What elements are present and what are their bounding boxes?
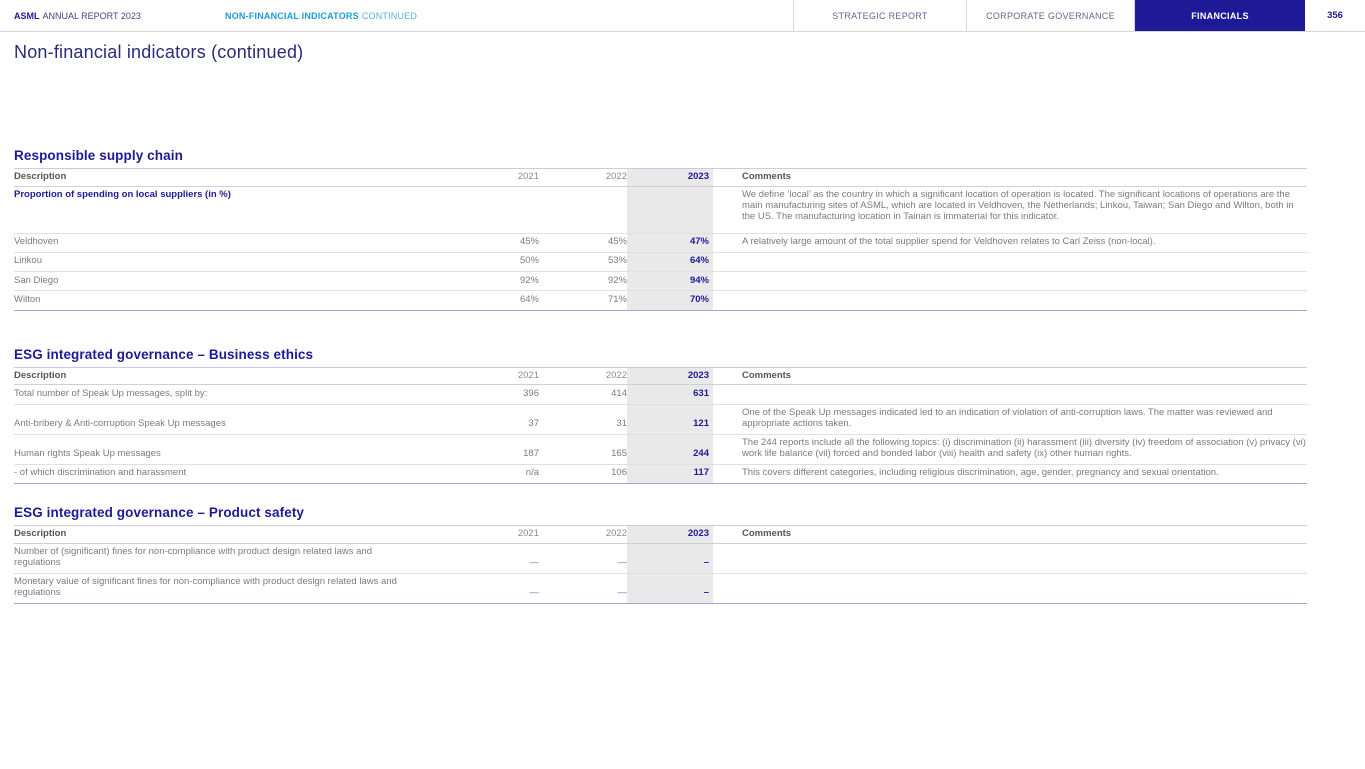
cell-2022: 71% bbox=[539, 291, 627, 310]
cell-2022: — bbox=[539, 573, 627, 603]
indicator-table bbox=[14, 168, 1307, 311]
cell-2023: 117 bbox=[627, 464, 713, 483]
cell-description: Anti-bribery & Anti-corruption Speak Up messages bbox=[14, 404, 446, 434]
cell-comment: A relatively large amount of the total supplier spend for Veldhoven relates to Carl Zeiss (non-local). bbox=[713, 233, 1307, 252]
col-header-comments: Comments bbox=[713, 367, 1307, 385]
cell-2021: 187 bbox=[446, 434, 539, 464]
table-section bbox=[14, 505, 1307, 604]
col-header-description: Description bbox=[14, 169, 446, 187]
table-row bbox=[14, 573, 1307, 603]
cell-comment: One of the Speak Up messages indicated led to an indication of violation of anti-corruption laws. The matter was reviewed and appropriate actions taken. bbox=[713, 404, 1307, 434]
cell-description: Veldhoven bbox=[14, 233, 446, 252]
cell-comment bbox=[713, 573, 1307, 603]
col-header-2021: 2021 bbox=[446, 525, 539, 543]
indicator-table bbox=[14, 367, 1307, 484]
col-header-2023: 2023 bbox=[627, 169, 713, 187]
tab-strategic-report[interactable]: STRATEGIC REPORT bbox=[793, 0, 966, 31]
table-head bbox=[14, 367, 1307, 385]
cell-2022: 45% bbox=[539, 233, 627, 252]
cell-2023: 631 bbox=[627, 385, 713, 404]
table-section bbox=[14, 148, 1307, 311]
table-body bbox=[14, 186, 1307, 310]
cell-2021: — bbox=[446, 543, 539, 573]
cell-2023: 94% bbox=[627, 272, 713, 291]
table-row bbox=[14, 186, 1307, 233]
col-header-comments: Comments bbox=[713, 525, 1307, 543]
page-title: Non-financial indicators (continued) bbox=[14, 42, 304, 62]
table-row bbox=[14, 434, 1307, 464]
cell-2023: 47% bbox=[627, 233, 713, 252]
cell-description: Human rights Speak Up messages bbox=[14, 434, 446, 464]
brand-logo-text: ASML bbox=[14, 10, 40, 21]
cell-2021: 50% bbox=[446, 252, 539, 271]
section-title: Responsible supply chain bbox=[14, 148, 183, 163]
table-row bbox=[14, 543, 1307, 573]
cell-comment bbox=[713, 272, 1307, 291]
cell-2021: 64% bbox=[446, 291, 539, 310]
cell-2022: — bbox=[539, 543, 627, 573]
cell-2021: — bbox=[446, 573, 539, 603]
col-header-2021: 2021 bbox=[446, 169, 539, 187]
cell-2021: 45% bbox=[446, 233, 539, 252]
section-title: ESG integrated governance – Product safety bbox=[14, 504, 305, 520]
cell-comment bbox=[713, 252, 1307, 271]
header-row bbox=[14, 367, 1307, 385]
col-header-comments: Comments bbox=[713, 169, 1307, 187]
chapter-continued: CONTINUED bbox=[361, 10, 418, 21]
cell-comment bbox=[713, 385, 1307, 404]
col-header-2022: 2022 bbox=[539, 169, 627, 187]
table-head bbox=[14, 169, 1307, 187]
col-header-description: Description bbox=[14, 525, 446, 543]
chapter-name: NON-FINANCIAL INDICATORS bbox=[225, 10, 359, 21]
cell-2022: 106 bbox=[539, 464, 627, 483]
cell-2023: 64% bbox=[627, 252, 713, 271]
cell-2022: 31 bbox=[539, 404, 627, 434]
cell-2023: – bbox=[627, 573, 713, 603]
cell-2021: 396 bbox=[446, 385, 539, 404]
cell-2022: 53% bbox=[539, 252, 627, 271]
page-number: 356 bbox=[1327, 10, 1343, 21]
indicator-table bbox=[14, 525, 1307, 604]
cell-description: Monetary value of significant fines for non-compliance with product design related laws and regulations bbox=[14, 573, 446, 603]
col-header-2021: 2021 bbox=[446, 367, 539, 385]
table-row bbox=[14, 464, 1307, 483]
col-header-2023: 2023 bbox=[627, 525, 713, 543]
tab-financials[interactable]: FINANCIALS bbox=[1135, 0, 1305, 31]
brand-subtitle: ANNUAL REPORT 2023 bbox=[42, 10, 141, 21]
table-head bbox=[14, 525, 1307, 543]
cell-2022: 165 bbox=[539, 434, 627, 464]
cell-description: Wilton bbox=[14, 291, 446, 310]
cell-2023: 70% bbox=[627, 291, 713, 310]
table-row bbox=[14, 291, 1307, 310]
cell-2023: – bbox=[627, 543, 713, 573]
cell-2022: 414 bbox=[539, 385, 627, 404]
cell-description: Total number of Speak Up messages, split by: bbox=[14, 385, 446, 404]
table-body bbox=[14, 385, 1307, 483]
cell-comment: We define ‘local’ as the country in which a significant location of operation is located. The significant locations of operations are the main manufacturing sites of ASML, which are located in Veldhoven, the Netherlands; Linkou, Taiwan; San Diego and Wilton, both in the US. The manufacturing location in Tainan is immaterial for this indicator. bbox=[713, 186, 1307, 233]
cell-2021: 92% bbox=[446, 272, 539, 291]
page-content bbox=[14, 42, 1307, 604]
top-bar bbox=[0, 0, 1365, 32]
cell-description: Proportion of spending on local suppliers (in %) bbox=[14, 186, 446, 233]
tables bbox=[14, 148, 1307, 604]
header-row bbox=[14, 525, 1307, 543]
topbar-spacer bbox=[417, 0, 793, 31]
cell-2023 bbox=[627, 186, 713, 233]
cell-comment bbox=[713, 543, 1307, 573]
cell-2022 bbox=[539, 186, 627, 233]
cell-comment: This covers different categories, including religious discrimination, age, gender, pregnancy and sexual orientation. bbox=[713, 464, 1307, 483]
cell-comment: The 244 reports include all the following topics: (i) discrimination (ii) harassment (iii) diversity (iv) freedom of association (v) privacy (vi) work life balance (vii) forced and bonded labor (viii) health and safety (ix) other human rights. bbox=[713, 434, 1307, 464]
report-brand bbox=[0, 0, 225, 31]
cell-2021 bbox=[446, 186, 539, 233]
table-body bbox=[14, 543, 1307, 603]
tab-corporate-governance[interactable]: CORPORATE GOVERNANCE bbox=[966, 0, 1135, 31]
cell-2023: 244 bbox=[627, 434, 713, 464]
cell-description: San Diego bbox=[14, 272, 446, 291]
table-section bbox=[14, 347, 1307, 484]
col-header-2022: 2022 bbox=[539, 367, 627, 385]
cell-2021: n/a bbox=[446, 464, 539, 483]
chapter-label bbox=[225, 0, 417, 31]
col-header-2022: 2022 bbox=[539, 525, 627, 543]
col-header-description: Description bbox=[14, 367, 446, 385]
cell-description: Linkou bbox=[14, 252, 446, 271]
table-row bbox=[14, 252, 1307, 271]
section-title: ESG integrated governance – Business ethics bbox=[14, 346, 314, 362]
table-row bbox=[14, 385, 1307, 404]
table-row bbox=[14, 404, 1307, 434]
table-row bbox=[14, 272, 1307, 291]
cell-2023: 121 bbox=[627, 404, 713, 434]
cell-description: - of which discrimination and harassment bbox=[14, 464, 446, 483]
cell-2021: 37 bbox=[446, 404, 539, 434]
cell-2022: 92% bbox=[539, 272, 627, 291]
col-header-2023: 2023 bbox=[627, 367, 713, 385]
cell-description: Number of (significant) fines for non-compliance with product design related laws and regulations bbox=[14, 543, 446, 573]
table-row bbox=[14, 233, 1307, 252]
header-row bbox=[14, 169, 1307, 187]
cell-comment bbox=[713, 291, 1307, 310]
